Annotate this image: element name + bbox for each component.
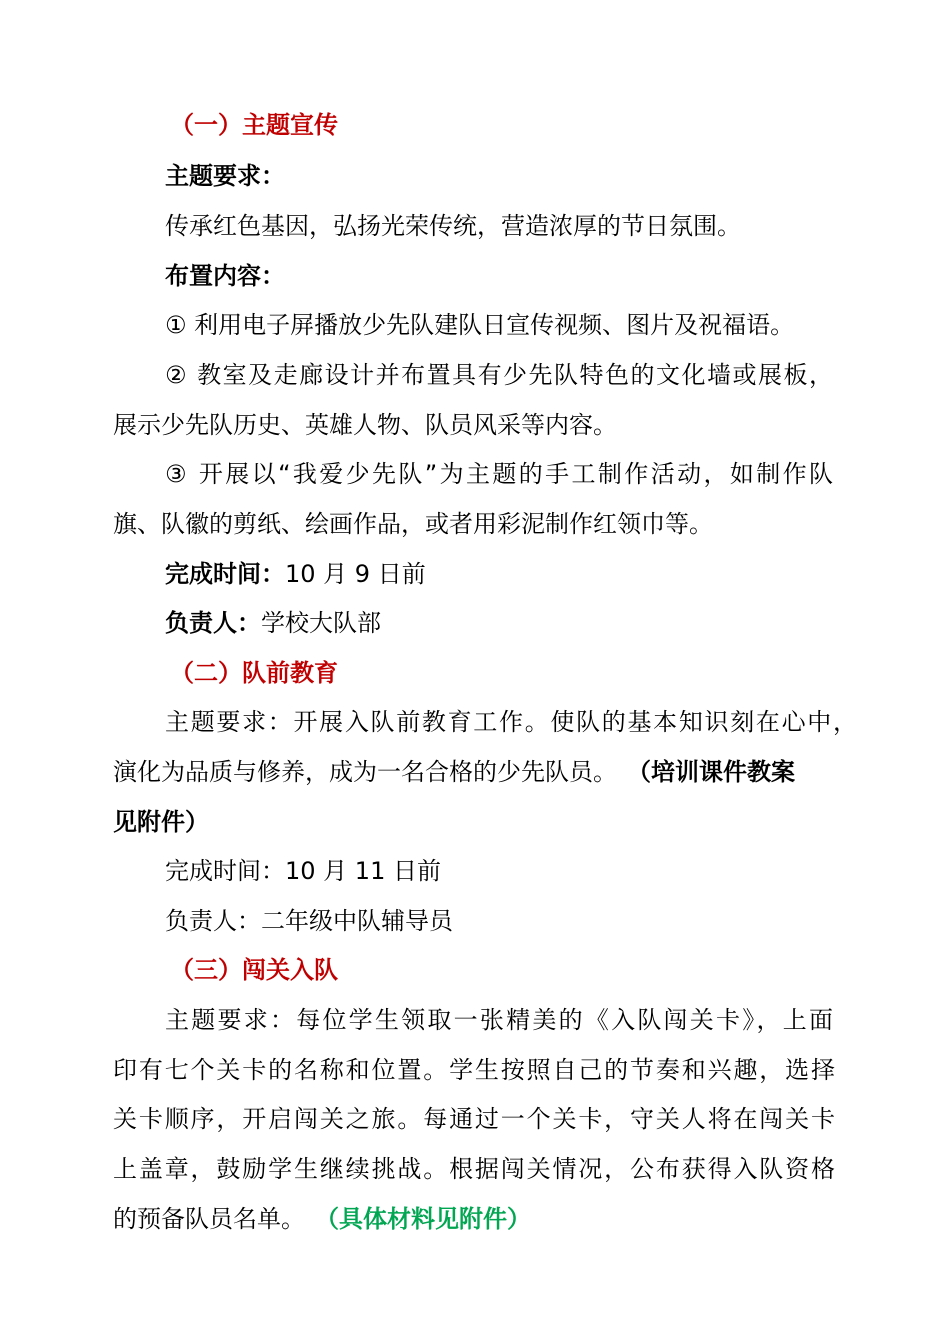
section-1-owner-value: 学校大队部 [261,609,381,637]
section-1-owner [165,598,925,648]
section-1-item-2-line-1: ② 教室及走廊设计并布置具有少先队特色的文化墙或展板， [165,361,833,389]
section-3-attachment-note: （具体材料见附件） [327,1205,531,1233]
section-2-completion-time: 完成时间：10 月 11 日前 [165,857,441,885]
section-1-time-value: 10 月 9 日前 [285,560,426,588]
section-1-item-2-line-2: 展示少先队历史、英雄人物、队员风采等内容。 [113,411,617,439]
section-2-requirement-text: 演化为品质与修养，成为一名合格的少先队员。 [113,758,617,786]
section-3-line-4: 上盖章，鼓励学生继续挑战。根据闯关情况，公布获得入队资格 [113,1155,835,1183]
section-2-owner: 负责人：二年级中队辅导员 [165,907,453,935]
section-2-requirement-line-1: 主题要求：开展入队前教育工作。使队的基本知识刻在心中， [165,708,857,736]
section-3-line-2: 印有七个关卡的名称和位置。学生按照自己的节奏和兴趣，选择 [113,1056,835,1084]
section-3-line-1: 主题要求：每位学生领取一张精美的《入队闯关卡》，上面 [165,1006,833,1034]
section-2-heading: （二）队前教育 [170,659,338,687]
section-1-item-1: ① 利用电子屏播放少先队建队日宣传视频、图片及祝福语。 [165,311,795,339]
section-1-completion-time [165,549,925,599]
section-2-requirement-line-2 [113,747,873,797]
section-1-layout-label: 布置内容： [165,262,285,290]
section-3-line-5 [113,1194,873,1244]
section-3-heading: （三）闯关入队 [170,956,338,984]
section-1-requirement-label: 主题要求： [165,162,285,190]
section-1-time-label: 完成时间： [165,560,285,588]
section-2-attachment-note: （培训课件教案 [639,758,795,786]
section-1-item-3-line-1: ③ 开展以“我爱少先队”为主题的手工制作活动，如制作队 [165,460,833,488]
section-3-line-5-text: 的预备队员名单。 [113,1205,305,1233]
section-2-attachment-note-end: 见附件） [113,808,209,836]
section-1-requirement-text: 传承红色基因，弘扬光荣传统，营造浓厚的节日氛围。 [165,212,741,240]
section-1-item-3-line-2: 旗、队徽的剪纸、绘画作品，或者用彩泥制作红领巾等。 [113,510,713,538]
section-1-owner-label: 负责人： [165,609,261,637]
section-1-heading: （一）主题宣传 [170,111,338,139]
section-3-line-3: 关卡顺序，开启闯关之旅。每通过一个关卡，守关人将在闯关卡 [113,1105,835,1133]
